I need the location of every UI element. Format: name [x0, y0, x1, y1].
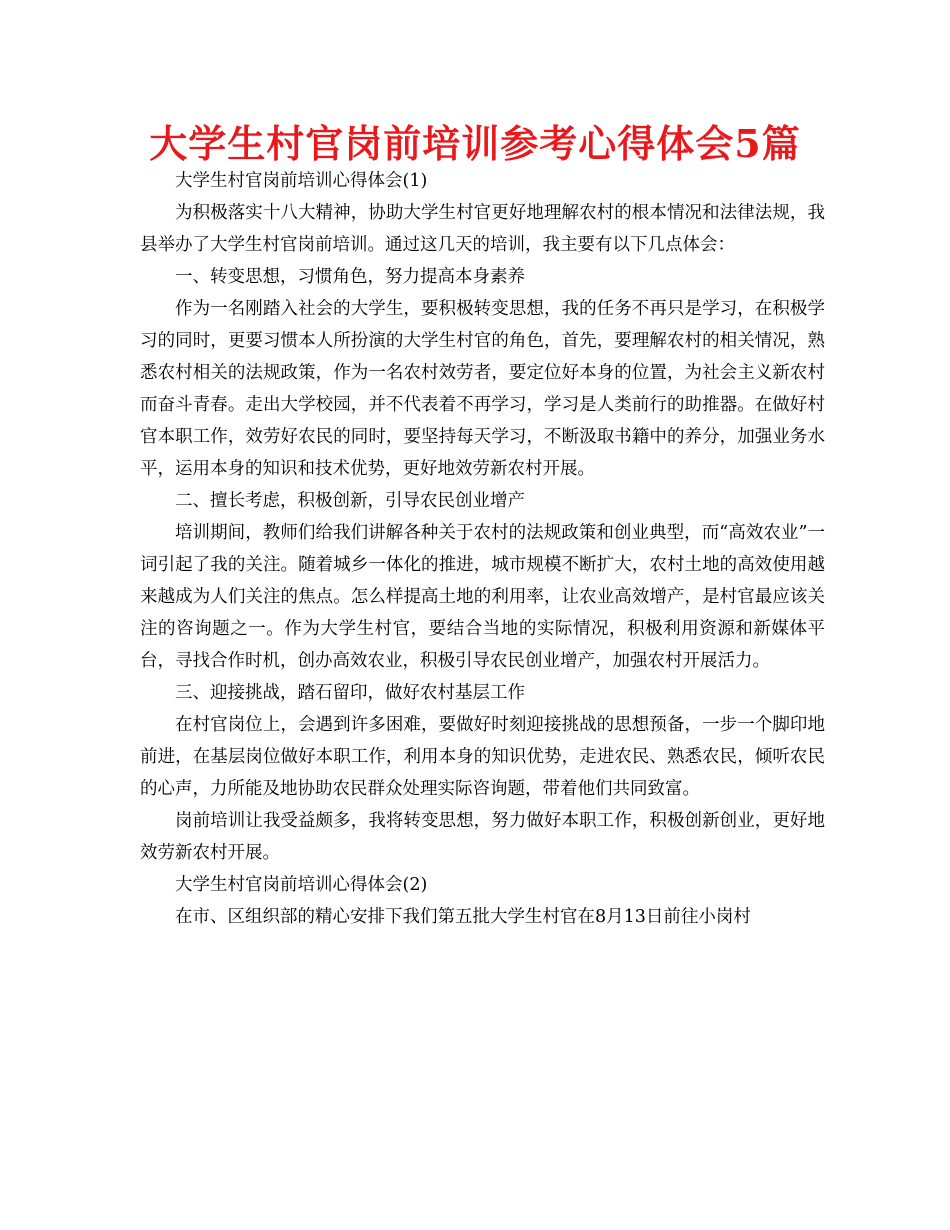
paragraph-conclusion: 岗前培训让我受益颇多，我将转变思想，努力做好本职工作，积极创新创业，更好地效劳新农村开展。 — [140, 811, 825, 863]
document-title: 大学生村官岗前培训参考心得体会5篇 — [149, 121, 801, 166]
paragraph-point-body-1: 作为一名刚踏入社会的大学生，要积极转变思想，我的任务不再只是学习，在积极学习的同时，更要习惯本人所扮演的大学生村官的角色，首先，要理解农村的相关情况，熟悉农村相关的法规政策，作为一名农村效劳者，要定位好本身的位置，为社会主义新农村而奋斗青春。走出大学校园，并不代表着不再学习，学习是人类前行的助推器。在做好村官本职工作，效劳好农民的同时，要坚持每天学习，不断汲取书籍中的养分，加强业务水平，运用本身的知识和技术优势，更好地效劳新农村开展。 — [140, 299, 825, 479]
paragraph-section-heading-2: 大学生村官岗前培训心得体会(2) — [175, 875, 428, 895]
paragraph-point-heading-3: 三、迎接挑战，踏石留印，做好农村基层工作 — [175, 683, 525, 703]
paragraph-intro: 为积极落实十八大精神，协助大学生村官更好地理解农村的根本情况和法律法规，我县举办了大学生村官岗前培训。通过这几天的培训，我主要有以下几点体会： — [140, 203, 825, 255]
paragraph-point-heading-1: 一、转变思想，习惯角色，努力提高本身素养 — [175, 267, 525, 287]
paragraph-point-body-3: 在村官岗位上，会遇到许多困难，要做好时刻迎接挑战的思想预备，一步一个脚印地前进，在基层岗位做好本职工作，利用本身的知识优势，走进农民、熟悉农民，倾听农民的心声，力所能及地协助农民群众处理实际咨询题，带着他们共同致富。 — [140, 715, 825, 799]
paragraph-section-2-body: 在市、区组织部的精心安排下我们第五批大学生村官在8月13日前往小岗村 — [175, 907, 751, 927]
paragraph-point-heading-2: 二、擅长考虑，积极创新，引导农民创业增产 — [175, 491, 525, 511]
paragraph-section-heading-1: 大学生村官岗前培训心得体会(1) — [175, 171, 428, 191]
paragraph-point-body-2: 培训期间，教师们给我们讲解各种关于农村的法规政策和创业典型，而“高效农业”一词引起了我的关注。随着城乡一体化的推进，城市规模不断扩大，农村土地的高效使用越来越成为人们关注的焦点。怎么样提高土地的利用率，让农业高效增产，是村官最应该关注的咨询题之一。作为大学生村官，要结合当地的实际情况，积极利用资源和新媒体平台，寻找合作时机，创办高效农业，积极引导农民创业增产，加强农村开展活力。 — [140, 523, 825, 671]
document-body — [140, 165, 825, 933]
